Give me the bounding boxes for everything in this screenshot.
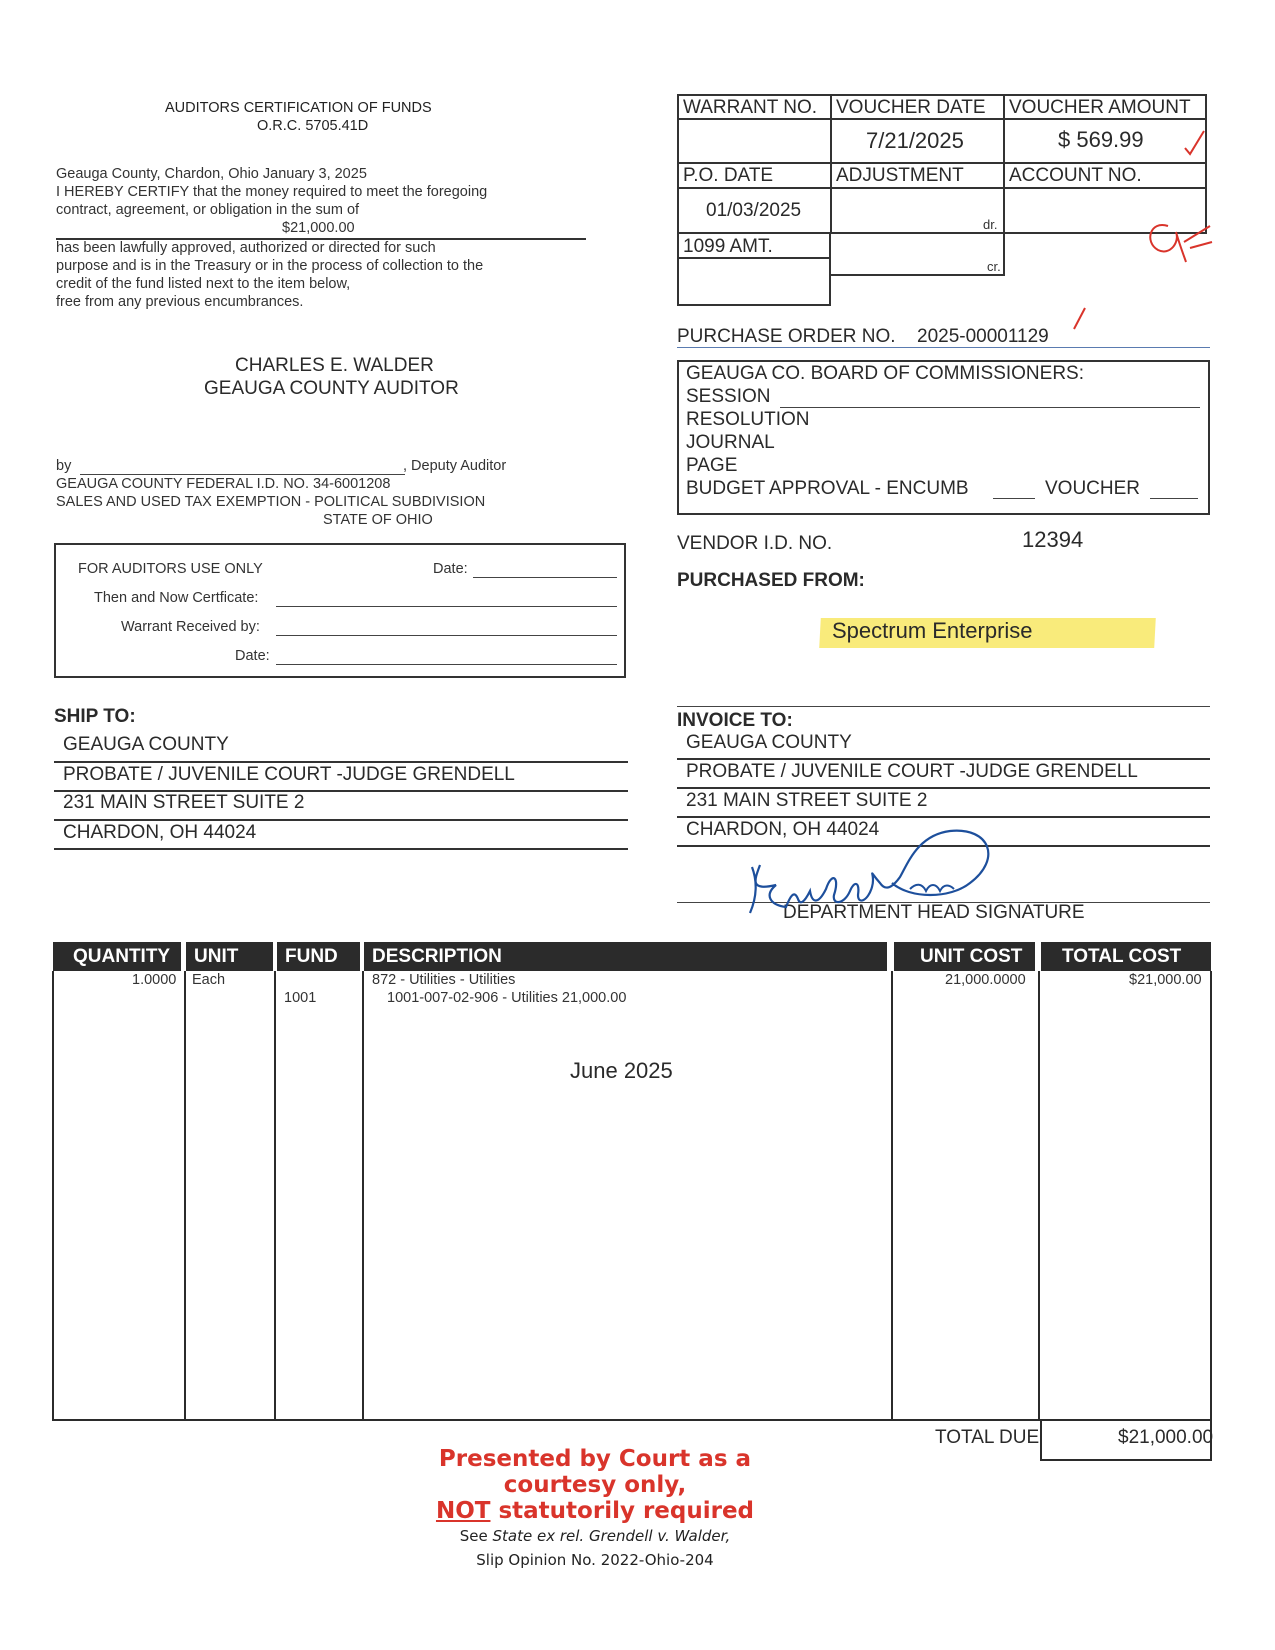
voucher-line[interactable]: [1150, 498, 1198, 499]
column-unit: [186, 971, 276, 1421]
certification-text: has been lawfully approved, authorized or directed for such: [56, 240, 436, 256]
deputy-auditor-label: , Deputy Auditor: [403, 458, 507, 474]
then-now-line[interactable]: [276, 606, 617, 607]
row-quantity: 1.0000: [132, 972, 177, 988]
po-date-value: 01/03/2025: [706, 200, 802, 221]
dr-label: dr.: [983, 217, 998, 232]
auditors-date-line[interactable]: [473, 577, 617, 578]
vendor-id-label: VENDOR I.D. NO.: [677, 533, 833, 554]
citation-case: State ex rel. Grendell v. Walder,: [492, 1527, 731, 1545]
resolution-label: RESOLUTION: [686, 409, 810, 430]
column-fund: [276, 971, 364, 1421]
encumb-line[interactable]: [993, 498, 1035, 499]
certification-location-date: Geauga County, Chardon, Ohio January 3, 2025: [56, 166, 367, 182]
warrant-no-label: WARRANT NO.: [683, 97, 818, 118]
voucher-date-label: VOUCHER DATE: [836, 97, 986, 118]
total-due-label: TOTAL DUE: [935, 1427, 1040, 1448]
auditors-date-label: Date:: [433, 561, 468, 577]
account-no-label: ACCOUNT NO.: [1009, 165, 1142, 186]
auditor-name: CHARLES E. WALDER: [235, 355, 434, 376]
voucher-date-value: 7/21/2025: [866, 128, 964, 153]
amt-1099-label: 1099 AMT.: [683, 236, 773, 257]
ship-to-underline: [54, 761, 628, 763]
invoice-to-label: INVOICE TO:: [677, 710, 793, 731]
signature-label: DEPARTMENT HEAD SIGNATURE: [783, 902, 1085, 923]
ship-to-line: GEAUGA COUNTY: [63, 734, 229, 755]
certification-text: free from any previous encumbrances.: [56, 294, 304, 310]
session-label: SESSION: [686, 386, 771, 407]
invoice-to-underline: [677, 816, 1210, 818]
federal-id: GEAUGA COUNTY FEDERAL I.D. NO. 34-6001208: [56, 476, 391, 492]
row-description: 872 - Utilities - Utilities: [372, 972, 516, 988]
invoice-to-line: PROBATE / JUVENILE COURT -JUDGE GRENDELL: [686, 761, 1138, 782]
check-tick-icon: [1070, 305, 1090, 333]
court-note-line: Presented by Court as a: [438, 1446, 752, 1472]
column-quantity: [52, 971, 186, 1421]
ship-to-underline: [54, 848, 628, 850]
ship-to-label: SHIP TO:: [54, 706, 136, 727]
invoice-to-underline: [677, 787, 1210, 789]
budget-approval-label: BUDGET APPROVAL - ENCUMB: [686, 478, 969, 499]
handwritten-note: June 2025: [570, 1058, 673, 1083]
invoice-to-line: GEAUGA COUNTY: [686, 732, 852, 753]
header-fund: FUND: [277, 942, 360, 971]
by-label: by: [56, 458, 72, 474]
adjustment-label: ADJUSTMENT: [836, 165, 964, 186]
checkmark-icon: [1183, 128, 1207, 158]
certification-sum: $21,000.00: [282, 220, 355, 236]
certification-orc: O.R.C. 5705.41D: [257, 118, 369, 134]
voucher-grid-divider: [830, 164, 832, 234]
certification-text: contract, agreement, or obligation in the sum of: [56, 202, 360, 218]
voucher-grid-divider: [677, 187, 1207, 189]
header-unit: UNIT: [186, 942, 273, 971]
purchase-order-label: PURCHASE ORDER NO.: [677, 326, 896, 347]
header-quantity: QUANTITY: [53, 942, 181, 971]
total-due-value: $21,000.00: [1118, 1427, 1214, 1448]
header-total-cost: TOTAL COST: [1041, 942, 1211, 971]
voucher-label: VOUCHER: [1045, 478, 1141, 499]
journal-label: JOURNAL: [686, 432, 775, 453]
citation-line: [345, 1527, 845, 1545]
auditors-date2-label: Date:: [235, 648, 270, 664]
deputy-signature-line[interactable]: [80, 474, 405, 475]
cr-label: cr.: [987, 259, 1001, 274]
certification-text: purpose and is in the Treasury or in the process of collection to the: [56, 258, 484, 274]
header-unit-cost: UNIT COST: [894, 942, 1035, 971]
row-description-account: 1001-007-02-906 - Utilities 21,000.00: [387, 990, 627, 1006]
ship-to-line: CHARDON, OH 44024: [63, 822, 257, 843]
auditors-use-heading: FOR AUDITORS USE ONLY: [78, 561, 263, 577]
commissioners-heading: GEAUGA CO. BOARD OF COMMISSIONERS:: [686, 363, 1084, 384]
court-note-line: [345, 1498, 845, 1524]
voucher-amount-label: VOUCHER AMOUNT: [1009, 97, 1191, 118]
voucher-grid-divider: [1003, 164, 1005, 234]
row-total-cost: $21,000.00: [1129, 972, 1202, 988]
vendor-name: Spectrum Enterprise: [832, 618, 1033, 643]
vendor-id-value: 12394: [1022, 527, 1084, 552]
column-unit-cost: [893, 971, 1040, 1421]
not-emphasis: NOT: [435, 1498, 491, 1524]
warrant-received-label: Warrant Received by:: [121, 619, 260, 635]
certification-text: I HEREBY CERTIFY that the money required to meet the foregoing: [56, 184, 488, 200]
ship-to-line: PROBATE / JUVENILE COURT -JUDGE GRENDELL: [63, 764, 515, 785]
column-description: [364, 971, 893, 1421]
adjustment-cr-box: [830, 234, 1005, 276]
invoice-to-line: 231 MAIN STREET SUITE 2: [686, 790, 928, 811]
voucher-grid-divider: [830, 94, 832, 164]
auditors-date2-line[interactable]: [276, 664, 617, 665]
citation-see: See: [459, 1527, 493, 1545]
state: STATE OF OHIO: [323, 512, 433, 528]
purchase-order-number: 2025-00001129: [917, 326, 1049, 347]
column-total-cost: [1040, 971, 1212, 1421]
po-date-label: P.O. DATE: [683, 165, 774, 186]
initials-mark-icon: [1140, 212, 1220, 267]
voucher-amount-value: $ 569.99: [1058, 127, 1144, 152]
handwritten-signature: [740, 825, 1015, 920]
ship-to-line: 231 MAIN STREET SUITE 2: [63, 792, 305, 813]
certification-text: credit of the fund listed next to the item below,: [56, 276, 351, 292]
purchase-order-line: [677, 347, 1210, 348]
header-description: DESCRIPTION: [364, 942, 887, 971]
row-fund: 1001: [284, 990, 317, 1006]
court-note-text: statutorily required: [490, 1498, 755, 1524]
purchased-from-label: PURCHASED FROM:: [677, 570, 865, 591]
ship-to-underline: [54, 819, 628, 821]
page-label: PAGE: [686, 455, 738, 476]
then-now-label: Then and Now Certficate:: [94, 590, 259, 606]
voucher-grid-divider: [1003, 94, 1005, 164]
citation-slip: Slip Opinion No. 2022-Ohio-204: [476, 1551, 714, 1569]
invoice-to-topline: [677, 706, 1210, 707]
certification-title: AUDITORS CERTIFICATION OF FUNDS: [165, 100, 432, 116]
invoice-to-line: CHARDON, OH 44024: [686, 819, 880, 840]
tax-exempt: SALES AND USED TAX EXEMPTION - POLITICAL SUBDIVISION: [56, 494, 486, 510]
auditor-title: GEAUGA COUNTY AUDITOR: [204, 378, 459, 399]
warrant-received-line[interactable]: [276, 635, 617, 636]
session-line[interactable]: [780, 407, 1200, 408]
invoice-to-underline: [677, 758, 1210, 760]
row-unit: Each: [192, 972, 226, 988]
court-note-line: courtesy only,: [503, 1472, 687, 1498]
row-unit-cost: 21,000.0000: [945, 972, 1026, 988]
